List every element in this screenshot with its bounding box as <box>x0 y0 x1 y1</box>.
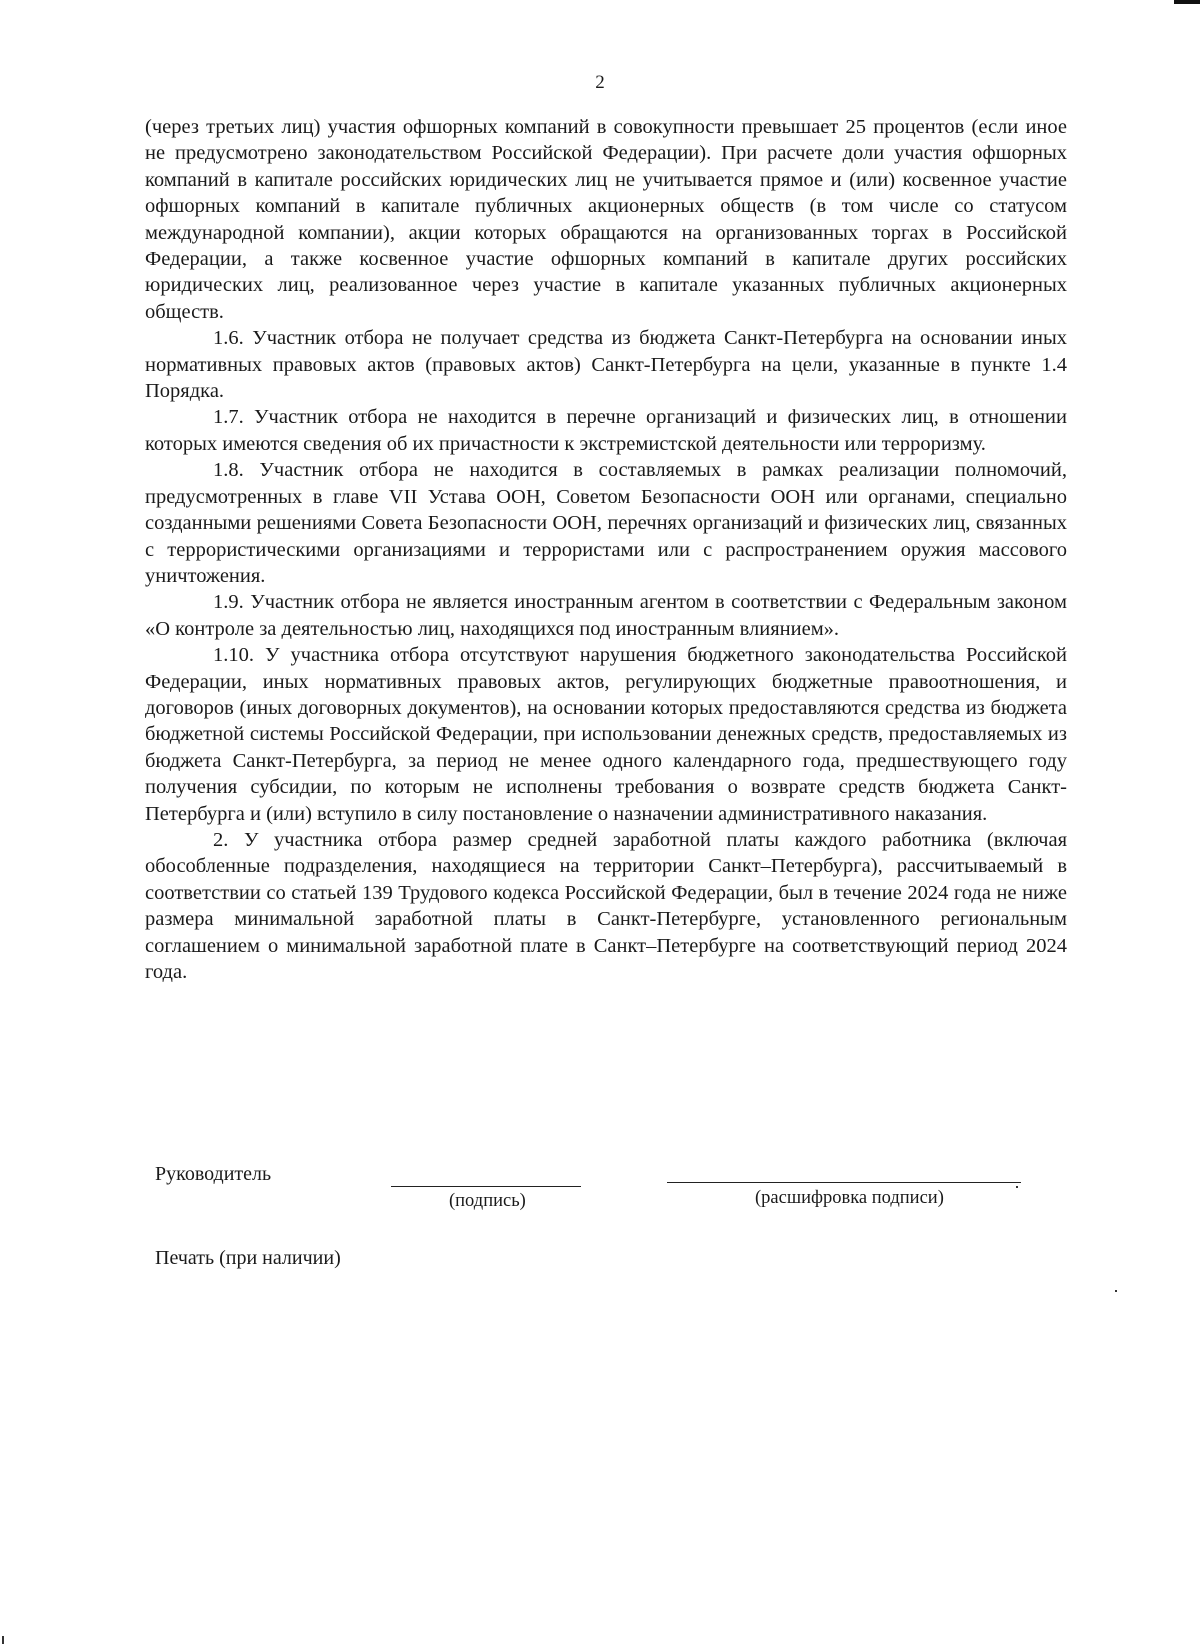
seal-note: Печать (при наличии) <box>155 1247 341 1269</box>
signature-line <box>391 1186 581 1187</box>
page-edge-mark <box>1174 0 1200 4</box>
paragraph-1-6: 1.6. Участник отбора не получает средства из бюджета Санкт-Петербурга на основании иных нормативных правовых актов (правовых актов) Санкт-Петербурга на цели, указанные в пункте 1.4 Порядка. <box>145 327 1067 403</box>
page-number: 2 <box>595 72 605 93</box>
scan-speck <box>1016 1186 1018 1188</box>
signature-block <box>155 1163 1035 1223</box>
scan-speck <box>1115 1290 1117 1292</box>
signatory-role: Руководитель <box>155 1163 272 1185</box>
scan-speck <box>2 1636 4 1644</box>
paragraph-2: 2. У участника отбора размер средней заработной платы каждого работника (включая обособленные подразделения, находящиеся на территории Санкт–Петербурга), рассчитываемый в соответствии со статьей 139 Трудового кодекса Российской Федерации, был в течение 2024 года не ниже размера минимальной заработной платы в Санкт-Петербурге, установленного региональным соглашением о минимальной заработной плате в Санкт–Петербурге на соответствующий период 2024 года. <box>145 828 1067 983</box>
signature-caption: (подпись) <box>449 1191 526 1211</box>
paragraph-1-7: 1.7. Участник отбора не находится в перечне организаций и физических лиц, в отношении которых имеются сведения об их причастности к экстремистской деятельности или терроризму. <box>145 406 1067 455</box>
signature-decoding-caption: (расшифровка подписи) <box>755 1188 944 1208</box>
document-body <box>145 114 1067 985</box>
paragraph-1-8: 1.8. Участник отбора не находится в составляемых в рамках реализации полномочий, предусмотренных в главе VII Устава ООН, Советом Безопасности ООН или органами, специально созданными решениями Совета Безопасности ООН, перечнях организаций и физических лиц, связанных с террористическими организациями и террористами или с распространением оружия массового уничтожения. <box>145 459 1067 587</box>
paragraph-1-10: 1.10. У участника отбора отсутствуют нарушения бюджетного законодательства Российской Федерации, иных нормативных правовых актов, регулирующих бюджетные правоотношения, и договоров (иных договорных документов), на основании которых предоставляются средства из бюджета бюджетной системы Российской Федерации, при использовании денежных средств, предоставляемых из бюджета Санкт-Петербурга, за период не менее одного календарного года, предшествующего году получения субсидии, по которым не исполнены требования о возврате средств бюджета Санкт-Петербурга и (или) вступило в силу постановление о назначении административного наказания. <box>145 644 1067 825</box>
signature-decoding-line <box>667 1182 1021 1183</box>
paragraph-offshore-continuation: (через третьих лиц) участия офшорных компаний в совокупности превышает 25 процентов (если иное не предусмотрено законодательством Российской Федерации). При расчете доли участия офшорных компаний в капитале российских юридических лиц не учитывается прямое и (или) косвенное участие офшорных компаний в капитале публичных акционерных обществ (в том числе со статусом международной компании), акции которых обращаются на организованных торгах в Российской Федерации, а также косвенное участие офшорных компаний в капитале других российских юридических лиц, реализованное через участие в капитале указанных публичных акционерных обществ. <box>145 116 1067 323</box>
paragraph-1-9: 1.9. Участник отбора не является иностранным агентом в соответствии с Федеральным законом «О контроле за деятельностью лиц, находящихся под иностранным влиянием». <box>145 591 1067 640</box>
